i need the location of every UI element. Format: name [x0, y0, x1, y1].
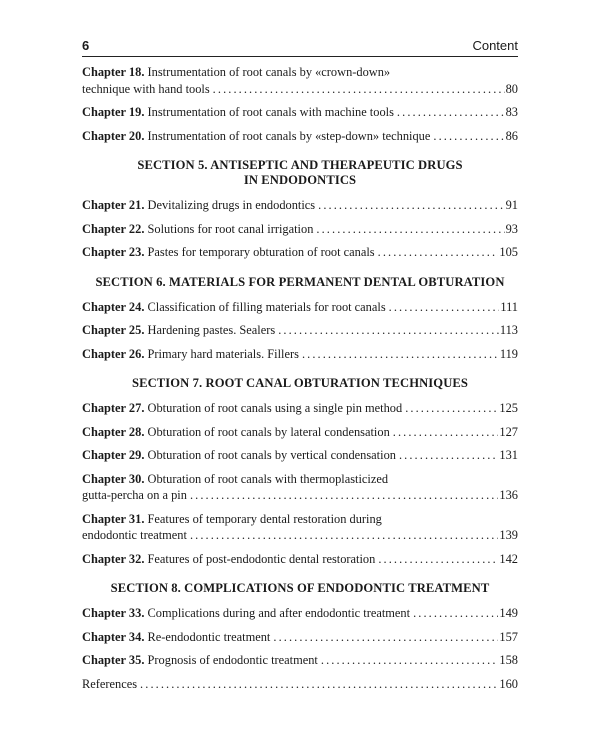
chapter-label: Chapter 33.	[82, 606, 145, 620]
dot-leader	[433, 128, 504, 145]
running-head	[82, 38, 518, 57]
chapter-label: Chapter 35.	[82, 653, 145, 667]
toc-entry-chapter-33[interactable]	[82, 605, 518, 622]
dot-leader	[278, 322, 499, 339]
chapter-title: Pastes for temporary obturation of root canals	[147, 245, 375, 259]
toc-entry-chapter-35[interactable]	[82, 652, 518, 669]
toc-entry-chapter-29[interactable]	[82, 447, 518, 464]
dot-leader	[213, 81, 505, 98]
dot-leader	[393, 424, 499, 441]
toc-entry-chapter-34[interactable]	[82, 629, 518, 646]
chapter-title: technique with hand tools	[82, 81, 210, 96]
dot-leader	[399, 447, 498, 464]
chapter-title: Complications during and after endodontic treatment	[147, 606, 411, 620]
page-ref: 111	[500, 299, 518, 314]
page-ref: 93	[505, 221, 518, 236]
chapter-title: Obturation of root canals using a single pin method	[147, 401, 403, 415]
toc-entry-chapter-27[interactable]	[82, 400, 518, 417]
dot-leader	[405, 400, 498, 417]
toc-entry-chapter-20[interactable]	[82, 128, 518, 145]
chapter-label: Chapter 19.	[82, 105, 145, 119]
dot-leader	[378, 244, 499, 261]
chapter-label: Chapter 23.	[82, 245, 145, 259]
chapter-title: Devitalizing drugs in endodontics	[147, 198, 316, 212]
toc-entry-chapter-32[interactable]	[82, 551, 518, 568]
dot-leader	[413, 605, 498, 622]
chapter-title-line: Instrumentation of root canals by «crown-down»	[147, 65, 391, 79]
section-heading-6: SECTION 6. MATERIALS FOR PERMANENT DENTAL OBTURATION	[95, 274, 505, 289]
page-ref: 125	[499, 401, 518, 415]
dot-leader	[316, 221, 504, 238]
page-ref: 142	[499, 551, 518, 566]
chapter-title: Hardening pastes. Sealers	[147, 323, 276, 337]
chapter-label: Chapter 32.	[82, 551, 145, 566]
chapter-title: gutta-percha on a pin	[82, 488, 187, 502]
toc-entry-chapter-21[interactable]	[82, 197, 518, 214]
toc-entry-chapter-31[interactable]	[82, 511, 518, 544]
section-heading-8: SECTION 8. COMPLICATIONS OF ENDODONTIC TREATMENT	[110, 581, 490, 595]
page-ref: 160	[499, 676, 518, 691]
toc-entry-chapter-23[interactable]	[82, 244, 518, 261]
chapter-label: Chapter 21.	[82, 198, 145, 212]
chapter-title: endodontic treatment	[82, 528, 187, 542]
dot-leader	[321, 652, 499, 669]
chapter-title: Instrumentation of root canals by «step-down» technique	[147, 128, 431, 143]
dot-leader	[302, 346, 499, 363]
page	[82, 38, 518, 699]
chapter-label: Chapter 24.	[82, 299, 145, 314]
chapter-title: Classification of filling materials for root canals	[147, 299, 386, 314]
toc-entry-chapter-28[interactable]	[82, 424, 518, 441]
chapter-title-line: Obturation of root canals with thermoplasticized	[147, 471, 389, 486]
chapter-label: Chapter 20.	[82, 128, 145, 143]
section-heading-7: SECTION 7. ROOT CANAL OBTURATION TECHNIQUES	[131, 376, 468, 390]
chapter-label: Chapter 30.	[82, 471, 145, 486]
running-head-title: Content	[472, 38, 518, 53]
section-heading-5	[82, 158, 518, 188]
dot-leader	[318, 197, 504, 214]
chapter-label: Chapter 34.	[82, 629, 145, 644]
chapter-label: Chapter 25.	[82, 323, 145, 337]
page-ref: 91	[505, 198, 518, 212]
chapter-label: Chapter 31.	[82, 511, 145, 526]
toc-entry-chapter-30[interactable]	[82, 471, 518, 504]
toc-entry-chapter-26[interactable]	[82, 346, 518, 363]
page-ref: 149	[499, 606, 518, 620]
chapter-title: Solutions for root canal irrigation	[147, 221, 314, 236]
dot-leader	[378, 551, 498, 568]
toc-entry-references[interactable]	[82, 676, 518, 693]
table-of-contents	[82, 64, 518, 692]
page-ref: 86	[505, 128, 518, 143]
references-title: References	[82, 676, 138, 691]
dot-leader	[190, 487, 498, 504]
chapter-label: Chapter 22.	[82, 221, 145, 236]
dot-leader	[273, 629, 498, 646]
chapter-title: Features of post-endodontic dental restoration	[147, 551, 376, 566]
page-ref: 113	[499, 323, 518, 337]
chapter-label: Chapter 28.	[82, 424, 145, 439]
page-ref: 80	[505, 81, 518, 96]
toc-entry-chapter-24[interactable]	[82, 299, 518, 316]
chapter-label: Chapter 27.	[82, 401, 145, 415]
chapter-title: Obturation of root canals by vertical condensation	[147, 448, 396, 462]
dot-leader	[397, 104, 505, 121]
page-ref: 157	[499, 629, 518, 644]
page-number: 6	[82, 38, 90, 53]
page-ref: 136	[499, 488, 518, 502]
dot-leader	[389, 299, 500, 316]
toc-entry-chapter-25[interactable]	[82, 322, 518, 339]
chapter-title: Prognosis of endodontic treatment	[147, 653, 318, 667]
chapter-label: Chapter 18.	[82, 65, 145, 79]
page-ref: 131	[499, 448, 518, 462]
dot-leader	[190, 527, 498, 544]
page-ref: 139	[499, 528, 518, 542]
page-ref: 158	[499, 653, 518, 667]
chapter-title-line: Features of temporary dental restoration during	[147, 511, 382, 526]
toc-entry-chapter-22[interactable]	[82, 221, 518, 238]
page-ref: 105	[499, 245, 518, 259]
page-ref: 83	[505, 105, 518, 119]
chapter-label: Chapter 26.	[82, 346, 145, 361]
chapter-title: Obturation of root canals by lateral condensation	[147, 424, 390, 439]
section-heading-line: IN ENDODONTICS	[243, 173, 357, 187]
chapter-title: Instrumentation of root canals with machine tools	[147, 105, 394, 119]
chapter-label: Chapter 29.	[82, 448, 145, 462]
section-heading-line: SECTION 5. ANTISEPTIC AND THERAPEUTIC DRUGS	[137, 158, 463, 172]
toc-entry-chapter-19[interactable]	[82, 104, 518, 121]
page-ref: 119	[499, 346, 518, 361]
page-ref: 127	[499, 424, 518, 439]
dot-leader	[140, 676, 498, 693]
toc-entry-chapter-18[interactable]	[82, 64, 518, 97]
chapter-title: Primary hard materials. Fillers	[147, 346, 299, 361]
chapter-title: Re-endodontic treatment	[147, 629, 271, 644]
